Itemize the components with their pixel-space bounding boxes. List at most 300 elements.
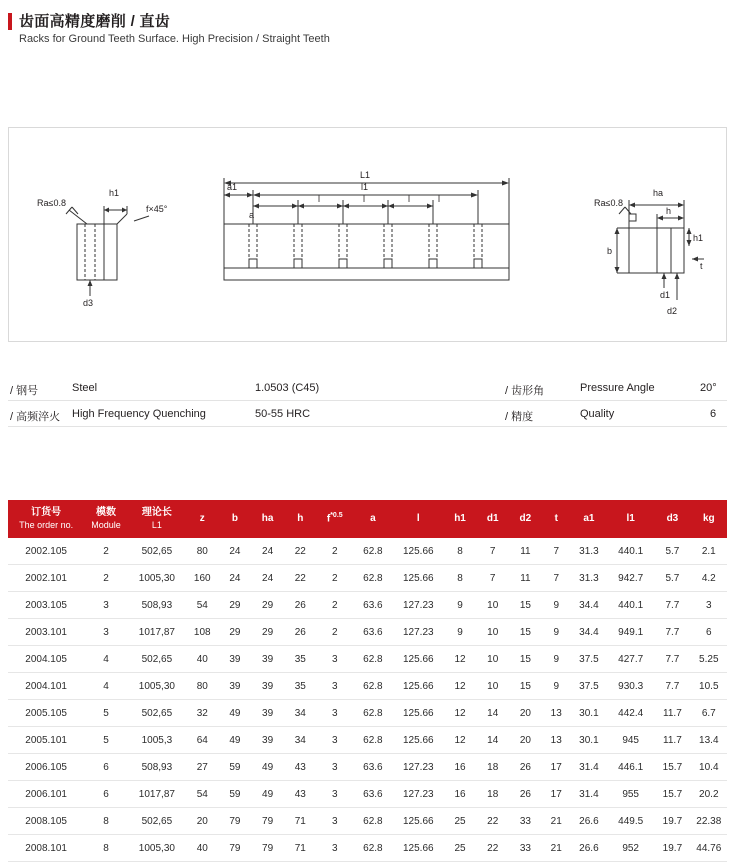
table-cell: 3	[317, 808, 353, 835]
table-cell: 33	[509, 835, 542, 862]
header-label-cn: h1	[454, 512, 466, 524]
svg-text:l1: l1	[361, 182, 369, 192]
table-cell: 945	[607, 727, 654, 754]
table-cell: 31.4	[571, 754, 607, 781]
table-row	[8, 673, 727, 700]
table-cell: 54	[186, 592, 219, 619]
table-cell: 9	[444, 619, 477, 646]
header-label-cn: a1	[583, 512, 595, 524]
table-cell: 508,93	[128, 754, 186, 781]
table-cell: 49	[251, 754, 284, 781]
table-cell: 43	[284, 781, 317, 808]
table-cell: 18	[476, 754, 509, 781]
table-cell: 13.4	[691, 727, 727, 754]
cell-order-no: 2006.101	[8, 781, 84, 808]
table-cell: 15	[509, 592, 542, 619]
table-cell: 9	[542, 673, 571, 700]
table-cell: 62.8	[353, 835, 393, 862]
table-cell: 15	[509, 646, 542, 673]
svg-text:h1: h1	[109, 188, 120, 198]
table-cell: 49	[219, 727, 252, 754]
svg-text:L1: L1	[360, 170, 371, 180]
table-cell: 3	[691, 592, 727, 619]
header-label-cn: kg	[702, 512, 715, 524]
table-cell: 125.66	[393, 673, 444, 700]
table-cell: 63.6	[353, 781, 393, 808]
table-cell: 5.25	[691, 646, 727, 673]
table-cell: 12	[444, 646, 477, 673]
table-cell: 62.8	[353, 646, 393, 673]
table-cell: 43	[284, 754, 317, 781]
header-label-cn: b	[231, 512, 238, 524]
table-cell: 949.1	[607, 619, 654, 646]
table-cell: 34	[284, 700, 317, 727]
table-cell: 2	[317, 592, 353, 619]
table-row	[8, 592, 727, 619]
cell-order-no: 2005.101	[8, 727, 84, 754]
cell-order-no: 2004.105	[8, 646, 84, 673]
table-cell: 24	[219, 538, 252, 565]
cell-order-no: 2003.101	[8, 619, 84, 646]
table-cell: 4	[84, 673, 128, 700]
table-cell: 3	[317, 646, 353, 673]
table-cell: 17	[542, 781, 571, 808]
table-cell: 62.8	[353, 673, 393, 700]
table-cell: 79	[251, 835, 284, 862]
accent-bar	[8, 13, 12, 30]
table-cell: 22	[476, 808, 509, 835]
table-cell: 440.1	[607, 592, 654, 619]
cell-order-no: 2005.105	[8, 700, 84, 727]
table-cell: 13	[542, 727, 571, 754]
table-cell: 1017,87	[128, 781, 186, 808]
table-row	[8, 754, 727, 781]
table-cell: 7.7	[654, 592, 690, 619]
table-cell: 1005,30	[128, 673, 186, 700]
table-cell: 930.3	[607, 673, 654, 700]
header-label-cn: a	[370, 512, 376, 524]
table-cell: 8	[444, 565, 477, 592]
svg-text:b: b	[607, 246, 613, 256]
table-row	[8, 700, 727, 727]
table-cell: 79	[251, 808, 284, 835]
table-cell: 26	[509, 781, 542, 808]
table-cell: 2	[84, 538, 128, 565]
table-cell: 71	[284, 835, 317, 862]
spec-2-value: 50-55 HRC	[255, 408, 311, 420]
table-cell: 7	[476, 538, 509, 565]
table-cell: 2.1	[691, 538, 727, 565]
table-cell: 15.7	[654, 754, 690, 781]
table-row	[8, 538, 727, 565]
table-row	[8, 565, 727, 592]
table-cell: 62.8	[353, 565, 393, 592]
table-cell: 22.38	[691, 808, 727, 835]
table-cell: 14	[476, 700, 509, 727]
table-cell: 125.66	[393, 727, 444, 754]
table-cell: 2	[317, 619, 353, 646]
table-cell: 7	[476, 565, 509, 592]
table-cell: 446.1	[607, 754, 654, 781]
table-cell: 5.7	[654, 565, 690, 592]
header-label-cn: d2	[519, 512, 532, 524]
table-row	[8, 646, 727, 673]
table-cell: 16	[444, 781, 477, 808]
table-cell: 16	[444, 754, 477, 781]
table-cell: 25	[444, 808, 477, 835]
table-header-cell-10	[444, 500, 477, 538]
table-row	[8, 619, 727, 646]
svg-text:l: l	[318, 194, 320, 204]
table-cell: 29	[251, 619, 284, 646]
table-cell: 26.6	[571, 835, 607, 862]
table-cell: 125.66	[393, 808, 444, 835]
header-label-cn: ha	[261, 512, 274, 524]
table-row	[8, 727, 727, 754]
table-cell: 21	[542, 808, 571, 835]
table-header-cell-11	[476, 500, 509, 538]
spec-1b-label-cn: / 齿形角	[505, 385, 545, 397]
table-cell: 9	[542, 592, 571, 619]
table-cell: 7	[542, 565, 571, 592]
table-cell: 64	[186, 727, 219, 754]
table-cell: 15.7	[654, 781, 690, 808]
header-label-cn: l1	[626, 512, 635, 524]
svg-text:t: t	[700, 261, 703, 271]
table-cell: 6.7	[691, 700, 727, 727]
table-cell: 10	[476, 673, 509, 700]
table-header-cell-13	[542, 500, 571, 538]
table-cell: 63.6	[353, 619, 393, 646]
table-cell: 62.8	[353, 700, 393, 727]
table-cell: 49	[219, 700, 252, 727]
header-label-en: Module	[91, 519, 121, 530]
cell-order-no: 2003.105	[8, 592, 84, 619]
table-cell: 35	[284, 673, 317, 700]
table-cell: 80	[186, 673, 219, 700]
table-cell: 59	[219, 781, 252, 808]
table-cell: 127.23	[393, 781, 444, 808]
table-header-cell-8	[353, 500, 393, 538]
svg-text:d3: d3	[83, 298, 94, 308]
table-cell: 31.3	[571, 565, 607, 592]
table-cell: 63.6	[353, 592, 393, 619]
table-cell: 3	[317, 673, 353, 700]
header-label-cn: d1	[486, 512, 499, 524]
table-cell: 1005,30	[128, 565, 186, 592]
header-label-cn: 订货号	[31, 507, 62, 519]
table-cell: 502,65	[128, 808, 186, 835]
table-cell: 24	[251, 538, 284, 565]
table-cell: 63.6	[353, 754, 393, 781]
spec-divider-1	[8, 400, 727, 401]
table-cell: 127.23	[393, 754, 444, 781]
spec-1b-label-en: Pressure Angle	[580, 382, 655, 394]
table-cell: 26	[284, 592, 317, 619]
table-cell: 39	[251, 646, 284, 673]
table-cell: 3	[317, 754, 353, 781]
svg-text:d2: d2	[667, 306, 678, 316]
table-cell: 11.7	[654, 727, 690, 754]
table-header-cell-4	[219, 500, 252, 538]
table-cell: 8	[444, 538, 477, 565]
table-cell: 12	[444, 700, 477, 727]
table-cell: 8	[84, 835, 128, 862]
table-cell: 1005,3	[128, 727, 186, 754]
table-row	[8, 781, 727, 808]
table-cell: 31.4	[571, 781, 607, 808]
svg-text:h1: h1	[693, 233, 704, 243]
table-cell: 502,65	[128, 646, 186, 673]
svg-text:l: l	[363, 194, 365, 204]
cell-order-no: 2004.101	[8, 673, 84, 700]
table-row	[8, 835, 727, 862]
table-cell: 440.1	[607, 538, 654, 565]
table-cell: 15	[509, 619, 542, 646]
table-header	[8, 500, 727, 538]
table-cell: 59	[219, 754, 252, 781]
table-cell: 2	[317, 538, 353, 565]
table-cell: 5	[84, 700, 128, 727]
table-header-cell-5	[251, 500, 284, 538]
table-cell: 12	[444, 673, 477, 700]
table-cell: 20.2	[691, 781, 727, 808]
table-cell: 62.8	[353, 727, 393, 754]
table-cell: 35	[284, 646, 317, 673]
table-cell: 26	[509, 754, 542, 781]
table-cell: 31.3	[571, 538, 607, 565]
table-cell: 62.8	[353, 538, 393, 565]
table-cell: 54	[186, 781, 219, 808]
table-cell: 10	[476, 592, 509, 619]
table-cell: 29	[219, 619, 252, 646]
spec-2b-value: 6	[710, 408, 717, 420]
table-cell: 9	[542, 619, 571, 646]
technical-drawing-svg	[9, 128, 726, 341]
table-cell: 15	[509, 673, 542, 700]
table-header-row	[8, 500, 727, 538]
table-cell: 40	[186, 835, 219, 862]
table-cell: 502,65	[128, 538, 186, 565]
svg-text:l: l	[408, 194, 410, 204]
table-cell: 955	[607, 781, 654, 808]
table-cell: 8	[84, 808, 128, 835]
page-subtitle: Racks for Ground Teeth Surface. High Precision / Straight Teeth	[19, 33, 330, 45]
table-cell: 34.4	[571, 619, 607, 646]
table-cell: 30.1	[571, 700, 607, 727]
table-cell: 9	[542, 646, 571, 673]
table-cell: 108	[186, 619, 219, 646]
svg-text:a: a	[249, 210, 255, 220]
table-cell: 32	[186, 700, 219, 727]
table-cell: 1017,87	[128, 619, 186, 646]
header-label-cn: z	[199, 512, 205, 524]
table-cell: 3	[317, 835, 353, 862]
table-cell: 26.6	[571, 808, 607, 835]
svg-text:ha: ha	[653, 188, 664, 198]
table-cell: 942.7	[607, 565, 654, 592]
table-cell: 7.7	[654, 619, 690, 646]
table-cell: 3	[84, 592, 128, 619]
svg-text:f×45°: f×45°	[146, 204, 168, 214]
table-cell: 79	[219, 808, 252, 835]
table-cell: 18	[476, 781, 509, 808]
table-cell: 125.66	[393, 646, 444, 673]
table-header-cell-17	[691, 500, 727, 538]
table-cell: 125.66	[393, 700, 444, 727]
table-cell: 24	[251, 565, 284, 592]
table-cell: 22	[476, 835, 509, 862]
svg-text:d1: d1	[660, 290, 671, 300]
table-cell: 22	[284, 538, 317, 565]
table-cell: 127.23	[393, 619, 444, 646]
table-cell: 2	[84, 565, 128, 592]
table-cell: 39	[251, 700, 284, 727]
table-cell: 34	[284, 727, 317, 754]
table-cell: 80	[186, 538, 219, 565]
table-cell: 6	[84, 781, 128, 808]
page-title: 齿面高精度磨削 / 直齿	[19, 13, 171, 30]
table-cell: 5.7	[654, 538, 690, 565]
table-cell: 508,93	[128, 592, 186, 619]
table-cell: 20	[509, 700, 542, 727]
spec-1-label-en: Steel	[72, 382, 98, 394]
table-cell: 7.7	[654, 646, 690, 673]
table-header-cell-12	[509, 500, 542, 538]
table-cell: 11	[509, 538, 542, 565]
table-header-cell-3	[186, 500, 219, 538]
table-cell: 33	[509, 808, 542, 835]
table-cell: 3	[317, 700, 353, 727]
table-header-cell-14	[571, 500, 607, 538]
table-cell: 10	[476, 619, 509, 646]
spec-divider-2	[8, 426, 727, 427]
spec-2-label-cn: / 高频淬火	[10, 411, 61, 423]
table-cell: 10.4	[691, 754, 727, 781]
table-header-cell-15	[607, 500, 654, 538]
header-label-en: The order no.	[19, 519, 74, 530]
table-cell: 34.4	[571, 592, 607, 619]
header-label-cn: l	[416, 512, 420, 524]
table-cell: 21	[542, 835, 571, 862]
cell-order-no: 2006.105	[8, 754, 84, 781]
rack-specification-table	[8, 500, 727, 862]
table-cell: 4.2	[691, 565, 727, 592]
table-cell: 502,65	[128, 700, 186, 727]
svg-text:l: l	[438, 194, 440, 204]
table-cell: 17	[542, 754, 571, 781]
table-cell: 125.66	[393, 565, 444, 592]
table-cell: 39	[251, 673, 284, 700]
rack-table-container	[8, 500, 727, 862]
spec-1b-value: 20°	[700, 382, 717, 394]
table-cell: 27	[186, 754, 219, 781]
table-body	[8, 538, 727, 862]
table-header-cell-2	[128, 500, 186, 538]
table-cell: 160	[186, 565, 219, 592]
table-cell: 10.5	[691, 673, 727, 700]
table-cell: 4	[84, 646, 128, 673]
table-cell: 127.23	[393, 592, 444, 619]
table-cell: 10	[476, 646, 509, 673]
spec-2b-label-en: Quality	[580, 408, 615, 420]
table-cell: 30.1	[571, 727, 607, 754]
spec-1-value: 1.0503 (C45)	[255, 382, 320, 394]
spec-2b-label-cn: / 精度	[505, 411, 534, 423]
table-cell: 12	[444, 727, 477, 754]
table-header-cell-9	[393, 500, 444, 538]
table-cell: 29	[251, 592, 284, 619]
header-label-cn: d3	[666, 512, 679, 524]
table-cell: 26	[284, 619, 317, 646]
cell-order-no: 2002.101	[8, 565, 84, 592]
table-cell: 29	[219, 592, 252, 619]
table-cell: 79	[219, 835, 252, 862]
table-cell: 11.7	[654, 700, 690, 727]
svg-text:a1: a1	[227, 182, 238, 192]
table-row	[8, 808, 727, 835]
table-header-cell-6	[284, 500, 317, 538]
svg-text:Ra≤0.8: Ra≤0.8	[37, 198, 66, 208]
table-header-cell-16	[654, 500, 690, 538]
table-cell: 20	[509, 727, 542, 754]
table-cell: 7	[542, 538, 571, 565]
table-cell: 62.8	[353, 808, 393, 835]
table-header-cell-0	[8, 500, 84, 538]
table-cell: 22	[284, 565, 317, 592]
table-cell: 44.76	[691, 835, 727, 862]
table-cell: 9	[444, 592, 477, 619]
table-cell: 6	[84, 754, 128, 781]
table-cell: 24	[219, 565, 252, 592]
header-label-cn: 模数	[96, 507, 117, 519]
table-cell: 427.7	[607, 646, 654, 673]
table-cell: 442.4	[607, 700, 654, 727]
table-cell: 39	[219, 646, 252, 673]
table-cell: 39	[219, 673, 252, 700]
table-cell: 11	[509, 565, 542, 592]
table-cell: 3	[317, 781, 353, 808]
table-cell: 3	[317, 727, 353, 754]
header-label-cn: t	[554, 512, 558, 524]
header-label-cn: 理论长	[141, 507, 172, 519]
table-cell: 449.5	[607, 808, 654, 835]
cell-order-no: 2008.105	[8, 808, 84, 835]
table-header-cell-1	[84, 500, 128, 538]
table-cell: 952	[607, 835, 654, 862]
header-label-en: L1	[151, 519, 162, 530]
table-cell: 20	[186, 808, 219, 835]
table-cell: 39	[251, 727, 284, 754]
cell-order-no: 2002.105	[8, 538, 84, 565]
table-cell: 19.7	[654, 835, 690, 862]
table-cell: 125.66	[393, 835, 444, 862]
table-cell: 2	[317, 565, 353, 592]
table-cell: 14	[476, 727, 509, 754]
table-cell: 7.7	[654, 673, 690, 700]
table-cell: 5	[84, 727, 128, 754]
svg-text:Ra≤0.8: Ra≤0.8	[594, 198, 623, 208]
header-label-cn: $f^{*0.5}$	[326, 512, 343, 525]
table-cell: 6	[691, 619, 727, 646]
table-cell: 49	[251, 781, 284, 808]
table-cell: 3	[84, 619, 128, 646]
cell-order-no: 2008.101	[8, 835, 84, 862]
table-cell: 71	[284, 808, 317, 835]
table-cell: 25	[444, 835, 477, 862]
table-cell: 37.5	[571, 646, 607, 673]
table-cell: 19.7	[654, 808, 690, 835]
